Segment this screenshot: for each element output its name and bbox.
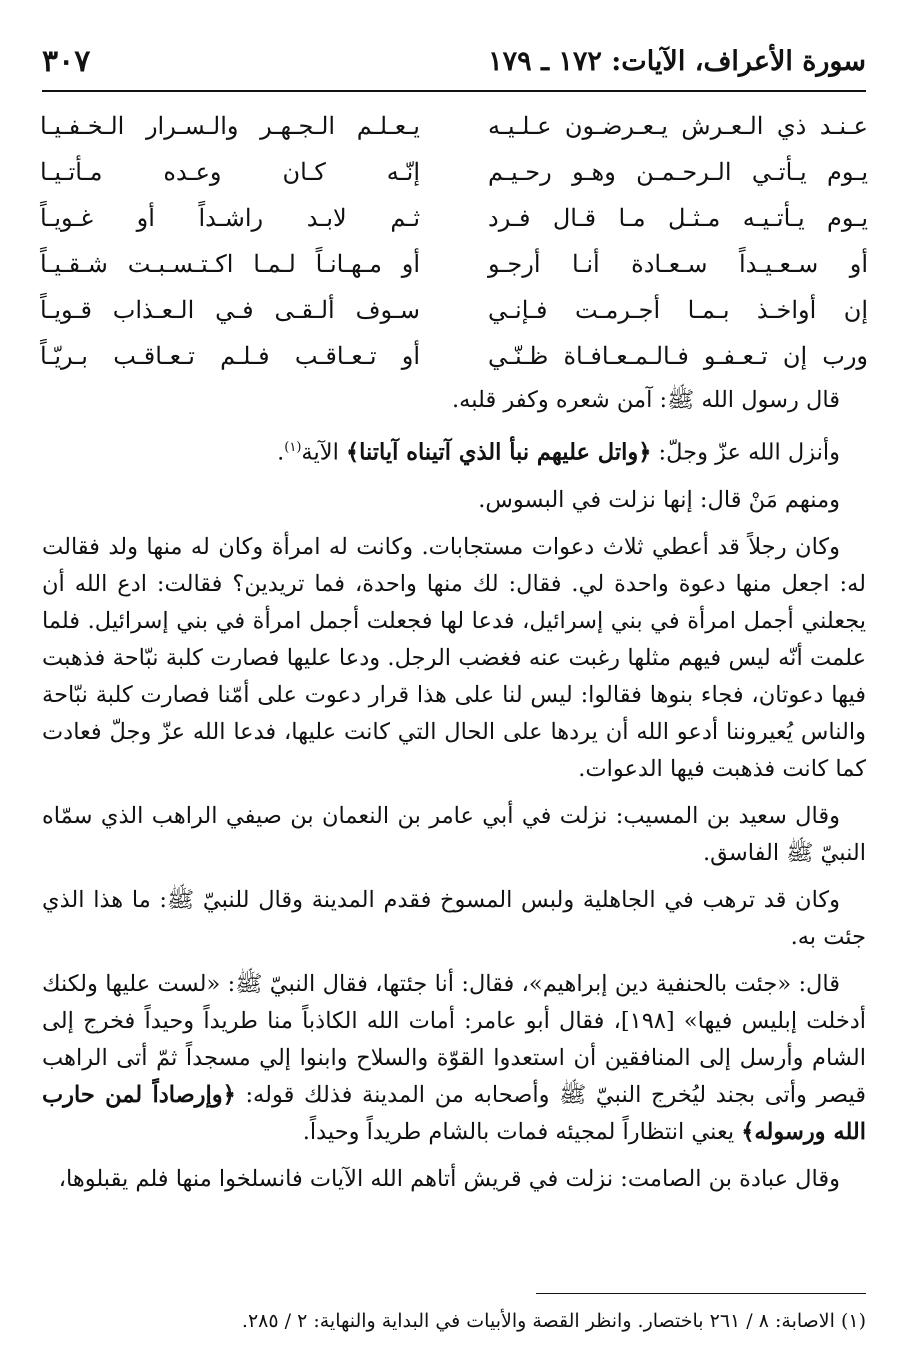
paragraph-text: . xyxy=(277,439,285,466)
verse-second-hemistich: يـعـلـم الـجـهـر والـسـرار الـخـفـيـا xyxy=(40,112,420,140)
paragraph: وقال عبادة بن الصامت: نزلت في قريش أتاهم الله الآيات فانسلخوا منها فلم يقبلوها، xyxy=(58,1165,840,1192)
poem-verse xyxy=(40,198,868,244)
body-text xyxy=(42,382,866,1208)
running-header xyxy=(42,44,866,92)
verse-first-hemistich: يـوم يـأتـيـه مـثـل مـا قـال فـرد xyxy=(488,204,868,232)
verse-second-hemistich: سـوف ألـقـى فـي الـعـذاب قـويـاً xyxy=(40,296,420,324)
verse-second-hemistich: ثـم لابـد راشـداً أو غـويـاً xyxy=(40,204,420,232)
poem-verse xyxy=(40,106,868,152)
poem-verse xyxy=(40,290,868,336)
quran-quote: ﴿وإرصاداً لمن حارب الله ورسوله﴾ xyxy=(42,1081,866,1145)
paragraph: قال رسول الله ﷺ: آمن شعره وكفر قلبه. xyxy=(451,387,840,413)
poem-verse xyxy=(40,152,868,198)
footnote-divider xyxy=(536,1293,866,1294)
paragraph xyxy=(42,966,866,1151)
poem-block xyxy=(40,106,868,382)
paragraph xyxy=(42,429,866,472)
paragraph-text: قال: «جئت بالحنفية دين إبراهيم»، فقال: أنا جئتها، فقال النبيّ ﷺ: «لست عليها ولكنك أدخلت إبليس فيها» [١٩٨]، فقال أبو عامر: أمات الله الكاذباً منا طريداً وحيداً فخرج إلى الشام وأرسل إلى المنافقين أن استعدوا القوّة والسلاح وابنوا إلي مسجداً ثمّ أتى الراهب قيصر وأتى بجند ليُخرج النبيّ ﷺ وأصحابه من المدينة فذلك قوله: xyxy=(42,970,866,1108)
verse-second-hemistich: أو مـهـانـاً لـمـا اكـتـسـبـت شـقـيـاً xyxy=(40,250,420,278)
verse-first-hemistich: عـنـد ذي الـعـرش يـعـرضـون عـلـيـه xyxy=(488,112,868,140)
poem-verse xyxy=(40,336,868,382)
paragraph: وكان رجلاً قد أعطي ثلاث دعوات مستجابات. وكانت له امرأة وكان له منها ولد فقالت له: اجعل منها دعوة واحدة لي. فقال: لك منها واحدة، فما تريدين؟ فقالت: ادع الله أن يجعلني أجمل امرأة في بني إسرائيل، فدعا لها فجعلت أجمل امرأة في بني إسرائيل. فلما علمت أنّه ليس فيهم مثلها رغبت عنه فغضب الرجل. ودعا عليها فصارت كلبة نبّاحة فذهبت فيها دعوتان، فجاء بنوها فقالوا: ليس لنا على هذا قرار دعوت على أمّنا فصارت كلبة نبّاحة والناس يُعيروننا أدعو الله أن يردها على الحال التي كانت عليها، فدعا الله عزّ وجلّ فعادت كما كانت فذهبت فيها الدعوات. xyxy=(42,533,866,782)
page-number: ٣٠٧ xyxy=(42,44,91,79)
paragraph: وقال سعيد بن المسيب: نزلت في أبي عامر بن النعمان بن صيفي الراهب الذي سمّاه النبيّ ﷺ الفاسق. xyxy=(42,802,866,866)
verse-second-hemistich: إنّـه كـان وعـده مـأتـيـا xyxy=(40,158,420,186)
paragraph-text: يعني انتظاراً لمجيئه فمات بالشام طريداً وحيداً. xyxy=(302,1118,742,1145)
header-title: سورة الأعراف، الآيات: ١٧٢ ـ ١٧٩ xyxy=(488,46,866,77)
footnote-ref: (١) xyxy=(284,440,302,455)
verse-first-hemistich: يـوم يـأتـي الـرحـمـن وهـو رحـيـم xyxy=(488,158,868,186)
verse-first-hemistich: أو سـعـيـداً سـعـادة أنـا أرجـو xyxy=(488,250,868,278)
quran-quote: ﴿واتل عليهم نبأ الذي آتيناه آياتنا﴾ xyxy=(345,439,652,466)
poem-verse xyxy=(40,244,868,290)
verse-first-hemistich: ورب إن تـعـفـو فـالـمـعـافـاة ظـنّـي xyxy=(488,342,868,370)
paragraph: وكان قد ترهب في الجاهلية ولبس المسوخ فقدم المدينة وقال للنبيّ ﷺ: ما هذا الذي جئت به. xyxy=(42,886,866,950)
verse-second-hemistich: أو تـعـاقـب فـلـم تـعـاقـب بـريّـاً xyxy=(40,342,420,370)
paragraph-text: الآية xyxy=(301,439,346,466)
paragraph: ومنهم مَنْ قال: إنها نزلت في البسوس. xyxy=(478,486,840,513)
footnote: (١) الاصابة: ٨ / ٢٦١ باختصار. وانظر القصة والأبيات في البداية والنهاية: ٢ / ٢٨٥. xyxy=(241,1310,866,1332)
verse-first-hemistich: إن أواخـذ بـمـا أجـرمـت فـإنـي xyxy=(488,296,868,324)
paragraph-text: وأنزل الله عزّ وجلّ: xyxy=(651,439,840,466)
